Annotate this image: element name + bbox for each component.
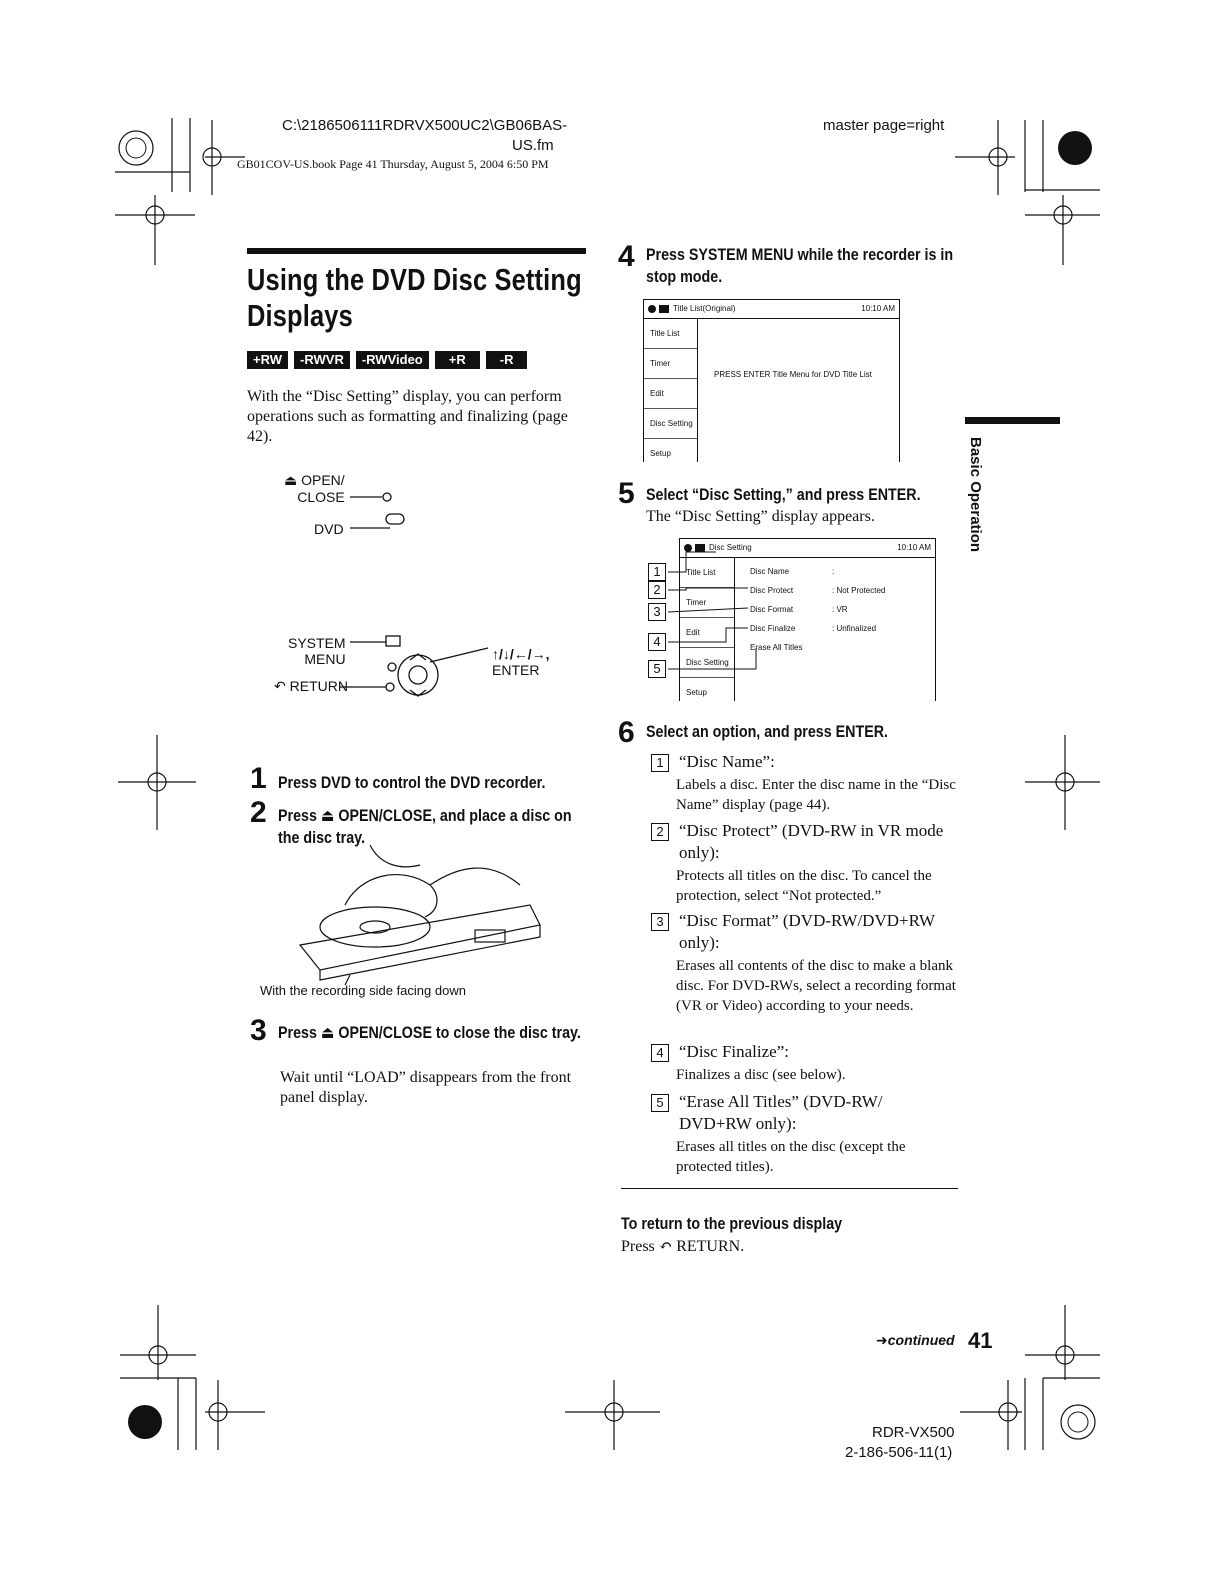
- master-page-label: master page=right: [823, 117, 945, 134]
- tray-caption: With the recording side facing down: [260, 983, 466, 998]
- callout-number: 1: [648, 563, 666, 581]
- remote-buttons-drawing: [270, 470, 590, 730]
- file-path-line2: US.fm: [512, 137, 554, 154]
- intro-paragraph: With the “Disc Setting” display, you can perform operations such as formatting and finalizing (page 42).: [247, 388, 568, 445]
- callout-number: 3: [648, 603, 666, 621]
- step-5-number: 5: [618, 477, 635, 510]
- row-label: Disc Format: [750, 605, 794, 614]
- continued-label: ➜continued: [876, 1332, 955, 1348]
- system-menu-screen: [643, 299, 900, 462]
- screen1-titlebar: [644, 300, 899, 319]
- badge-rw-video: -RWVideo: [356, 351, 429, 369]
- step-3-number: 3: [250, 1014, 267, 1047]
- step-2-number: 2: [250, 796, 267, 829]
- section-divider: [621, 1188, 958, 1189]
- screen2-callout-1: [648, 563, 666, 581]
- row-value: : Unfinalized: [832, 624, 877, 633]
- system-menu-label: SYSTEM MENU: [288, 635, 346, 667]
- step-5-text: Select “Disc Setting,” and press ENTER.: [646, 485, 921, 504]
- dvd-icon: [659, 305, 669, 313]
- page-number: 41: [968, 1328, 993, 1353]
- screen2-menu-disc-setting: Disc Setting: [680, 648, 734, 678]
- option-title: “Disc Name”:: [679, 752, 775, 771]
- option-number: 2: [651, 823, 669, 841]
- screen2-callout-4: [648, 633, 666, 651]
- step-3-description: Wait until “LOAD” disappears from the front panel display.: [280, 1069, 572, 1106]
- callout-number: 5: [648, 660, 666, 678]
- step-1-text: Press DVD to control the DVD recorder.: [278, 773, 546, 792]
- step-6-text: Select an option, and press ENTER.: [646, 722, 889, 741]
- page-title-line1: Using the DVD Disc Setting: [247, 262, 582, 297]
- option-3: [651, 910, 961, 1016]
- option-description: Erases all contents of the disc to make a blank disc. For DVD-RWs, select a recording format (VR or Video) according to your needs.: [676, 958, 956, 1014]
- badge-plus-r: +R: [435, 351, 480, 369]
- step-6-number: 6: [618, 716, 635, 749]
- callout-leader-lines: [666, 548, 766, 678]
- option-title: “Erase All Titles” (DVD-RW/ DVD+RW only):: [679, 1092, 883, 1133]
- return-text: Press ↶ RETURN.: [621, 1238, 745, 1255]
- option-title: “Disc Format” (DVD-RW/DVD+RW only):: [679, 911, 935, 952]
- screen2-menu-timer: Timer: [680, 588, 734, 618]
- option-description: Finalizes a disc (see below).: [676, 1067, 846, 1083]
- screen1-time: 10:10 AM: [861, 304, 895, 313]
- option-number: 4: [651, 1044, 669, 1062]
- option-description: Labels a disc. Enter the disc name in the “Disc Name” display (page 44).: [676, 777, 956, 813]
- screen1-menu-edit: Edit: [644, 379, 697, 409]
- screen2-row-erase-all: Erase All Titles: [750, 643, 803, 652]
- screen1-menu-setup: Setup: [650, 449, 671, 458]
- book-info-line: GB01COV-US.book Page 41 Thursday, August 5, 2004 6:50 PM: [237, 157, 549, 171]
- callout-number: 4: [648, 633, 666, 651]
- file-path-line1: C:\2186506111RDRVX500UC2\GB06BAS-: [282, 117, 568, 134]
- side-tab-bar: [965, 417, 1060, 424]
- row-label: Disc Name: [750, 567, 790, 576]
- step-5-description: The “Disc Setting” display appears.: [646, 508, 875, 525]
- disc-tray-illustration: [290, 845, 550, 985]
- model-number: RDR-VX500: [872, 1424, 955, 1441]
- option-description: Erases all titles on the disc (except the protected titles).: [676, 1139, 906, 1175]
- screen1-menu: [644, 319, 698, 462]
- badge-rw-vr: -RWVR: [294, 351, 350, 369]
- screen2-callout-2: [648, 581, 666, 599]
- option-4: [651, 1041, 961, 1085]
- step-4-text: Press SYSTEM MENU while the recorder is in stop mode.: [646, 245, 954, 286]
- title-rule: [247, 248, 586, 254]
- screen1-menu-title-list: Title List: [644, 319, 697, 349]
- row-value: : Not Protected: [832, 586, 886, 595]
- return-heading: To return to the previous display: [621, 1214, 843, 1233]
- enter-label: ENTER: [492, 662, 540, 678]
- option-description: Protects all titles on the disc. To cancel the protection, select “Not protected.”: [676, 868, 932, 904]
- badge-minus-r: -R: [486, 351, 528, 369]
- screen1-menu-disc-setting: Disc Setting: [644, 409, 697, 439]
- screen2-title: Disc Setting: [709, 543, 752, 552]
- step-1-number: 1: [250, 762, 267, 795]
- remote-illustration: [270, 470, 590, 730]
- step-4-number: 4: [618, 240, 635, 273]
- page-title: [247, 262, 591, 334]
- option-number: 5: [651, 1094, 669, 1112]
- badge-plus-rw: +RW: [247, 351, 288, 369]
- option-number: 1: [651, 754, 669, 772]
- callout-number: 2: [648, 581, 666, 599]
- option-number: 3: [651, 913, 669, 931]
- screen1-message: PRESS ENTER Title Menu for DVD Title List: [714, 370, 872, 379]
- step-2-text: Press ⏏ OPEN/CLOSE, and place a disc on the disc tray.: [278, 806, 572, 847]
- screen2-menu-setup: Setup: [686, 688, 707, 697]
- screen2-callout-3: [648, 603, 666, 621]
- screen2-menu-edit: Edit: [680, 618, 734, 648]
- option-1: [651, 751, 961, 815]
- dvd-label: DVD: [314, 521, 344, 537]
- option-5: [651, 1091, 961, 1177]
- side-tab-label: Basic Operation: [967, 437, 984, 553]
- page-title-line2: Displays: [247, 298, 353, 333]
- screen2-callout-5: [648, 660, 666, 678]
- row-value: :: [832, 567, 835, 576]
- screen1-menu-timer: Timer: [644, 349, 697, 379]
- screen2-time: 10:10 AM: [897, 543, 931, 552]
- arrow-keys-label: ↑/↓/←/→,: [492, 646, 550, 662]
- row-label: Disc Finalize: [750, 624, 796, 633]
- step-3-text: Press ⏏ OPEN/CLOSE to close the disc tray.: [278, 1023, 581, 1042]
- row-label: Disc Protect: [750, 586, 794, 595]
- screen1-title: Title List(Original): [673, 304, 736, 313]
- return-label: ↶ RETURN: [274, 678, 348, 694]
- option-title: “Disc Finalize”:: [679, 1042, 789, 1061]
- disc-icon: [648, 305, 656, 313]
- option-2: [651, 820, 961, 906]
- open-close-label: ⏏ OPEN/ CLOSE: [284, 472, 345, 505]
- disc-type-badges: [247, 351, 533, 369]
- row-value: : VR: [832, 605, 848, 614]
- document-code: 2-186-506-11(1): [845, 1444, 953, 1461]
- screen2-menu-title-list: Title List: [680, 558, 734, 588]
- option-title: “Disc Protect” (DVD-RW in VR mode only):: [679, 821, 944, 862]
